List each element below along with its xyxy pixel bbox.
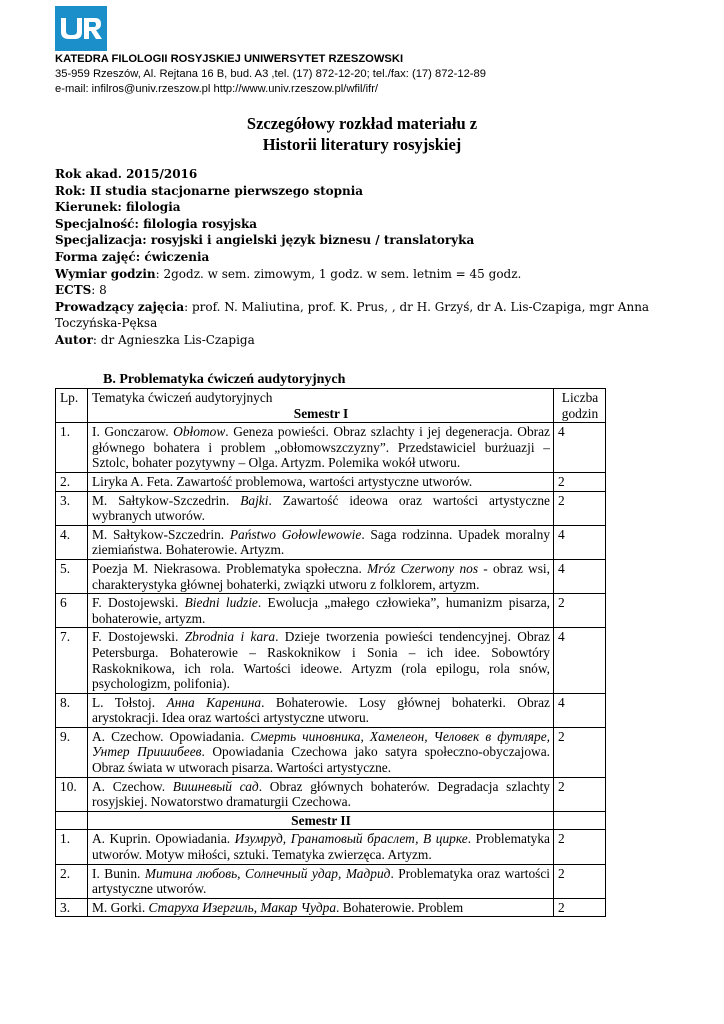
row-number: 2. (56, 472, 88, 491)
topic-text: , (253, 899, 261, 915)
table-row (56, 864, 606, 898)
department-address: 35-959 Rzeszów, Al. Rejtana 16 B, bud. A3 ,tel. (17) 872-12-20; tel./fax: (17) 872-12-89 (55, 68, 486, 80)
row-hours: 2 (554, 491, 606, 525)
row-hours: 2 (554, 727, 606, 777)
topic-work-title: Смерть чиновника, Хамелеон, Человек в футляре, Унтер Пришибеев (92, 728, 551, 760)
department-contact: e-mail: infilros@univ.rzeszow.pl http://www.univ.rzeszow.pl/wfil/ifr/ (55, 83, 379, 95)
row-topic (88, 777, 554, 811)
topic-work-title: Вишневый сад (172, 778, 259, 794)
topic-text: . Problematyka oraz wartości artystyczne utworów. (92, 865, 551, 897)
row-number: 8. (56, 693, 88, 727)
row-topic (88, 491, 554, 525)
topic-text: M. Sałtykow-Szczedrin. (92, 526, 230, 542)
schedule-table (55, 388, 606, 917)
row-number: 7. (56, 628, 88, 693)
topic-text: M. Sałtykow-Szczedrin. (92, 492, 241, 508)
row-number: 1. (56, 830, 88, 864)
topic-text: , (237, 865, 246, 881)
title-line-2: Historii literatury rosyjskiej (262, 135, 462, 154)
topic-text: - obraz wsi, charakterystyka głównej bohaterki, związki utworu z folklorem, artyzm. (92, 560, 550, 592)
row-number: 9. (56, 727, 88, 777)
topic-work-title: Obłomow (173, 424, 226, 440)
topic-work-title: Солнечный удар, Мадрид (245, 865, 391, 881)
meta-author-label: Autor (55, 332, 93, 347)
topic-work-title: Анна Каренина (166, 694, 262, 710)
meta-author-value: : dr Agnieszka Lis-Czapiga (92, 332, 255, 347)
row-hours: 2 (554, 830, 606, 864)
topic-text: . Saga rodzinna. Upadek moralny ziemiaństwa. Bohaterowie. Artyzm. (92, 526, 551, 558)
table-row (56, 525, 606, 559)
topic-text: . Zawartość ideowa oraz wartości artystyczne wybranych utworów. (92, 492, 550, 524)
topic-text: . Problematyka utworów. Motyw miłości, sztuki. Tematyka zwierzęca. Artyzm. (92, 831, 550, 863)
document-title (0, 113, 724, 155)
header-lp: Lp. (56, 389, 88, 423)
row-hours: 2 (554, 594, 606, 628)
meta-hours (55, 266, 655, 283)
semester-2-row (56, 811, 606, 830)
header-hours-line-1: Liczba (561, 390, 599, 405)
topic-work-title: Макар Чудра (260, 899, 337, 915)
meta-instructors (55, 299, 655, 332)
topic-text: . Geneza powieści. Obraz szlachty i jej degeneracja. Obraz głównego bohatera i problem „obłomowszczyzny”. Przedstawiciel burżuazji – Sztolc, bohater pozytywny – Olga. Artyzm. Polemika wokół utworu. (92, 424, 551, 471)
table-row (56, 777, 606, 811)
topic-work-title: Zbrodnia i kara (184, 629, 276, 645)
topic-text: Liryka A. Feta. Zawartość problemowa, wartości artystyczne utworów. (92, 473, 473, 489)
table-header-row (56, 389, 606, 423)
topic-work-title: Митина любовь (144, 865, 238, 881)
meta-field: Kierunek: filologia (55, 200, 181, 215)
meta-year: Rok: II studia stacjonarne pierwszego stopnia (55, 183, 364, 198)
course-metadata (55, 166, 655, 349)
topic-text: I. Bunin. (92, 865, 145, 881)
row-number: 4. (56, 525, 88, 559)
meta-author (55, 332, 655, 349)
row-topic (88, 628, 554, 693)
topic-text: M. Gorki. (92, 899, 149, 915)
row-hours: 2 (554, 472, 606, 491)
topic-text: L. Tołstoj. (92, 694, 167, 710)
meta-hours-value: : 2godz. w sem. zimowym, 1 godz. w sem. letnim = 45 godz. (155, 266, 522, 281)
topic-work-title: Старуха Изергиль (148, 899, 254, 915)
schedule-table-body (56, 389, 606, 917)
topic-work-title: Państwo Gołowlewowie (229, 526, 362, 542)
topic-text: I. Gonczarow. (92, 424, 174, 440)
row-hours: 4 (554, 559, 606, 593)
semester-2-label: Semestr II (88, 811, 554, 830)
row-number: 5. (56, 559, 88, 593)
row-topic (88, 864, 554, 898)
meta-instructors-label: Prowadzący zajęcia (55, 299, 185, 314)
table-row (56, 559, 606, 593)
meta-ects-label: ECTS (55, 283, 92, 298)
topic-text: A. Czechow. Opowiadania. (92, 728, 251, 744)
row-hours: 4 (554, 628, 606, 693)
topic-text: . Bohaterowie. Problem (336, 899, 464, 915)
meta-ects (55, 282, 655, 299)
topic-work-title: Biedni ludzie (184, 595, 258, 611)
meta-specialty: Specjalność: filologia rosyjska (55, 216, 258, 231)
row-number: 6 (56, 594, 88, 628)
semester-1-label: Semestr I (293, 405, 349, 421)
row-topic (88, 423, 554, 473)
row-hours: 2 (554, 777, 606, 811)
table-row (56, 491, 606, 525)
table-row (56, 594, 606, 628)
header-hours-line-2: godzin (561, 405, 599, 421)
row-hours: 2 (554, 898, 606, 917)
title-line-1: Szczegółowy rozkład materiału z (246, 114, 478, 133)
department-name: KATEDRA FILOLOGII ROSYJSKIEJ UNIWERSYTET RZESZOWSKI (55, 53, 404, 65)
topic-text: . Ewolucja „małego człowieka”, humanizm pisarza, bohaterowie, artyzm. (92, 595, 550, 626)
topic-text: A. Kuprin. Opowiadania. (92, 831, 235, 847)
table-row (56, 472, 606, 491)
topic-text: . Opowiadania Czechowa jako satyra społeczno-obyczajowa. Obraz świata w utworach pisarza. Wartości artystyczne. (92, 744, 550, 776)
meta-academic-year: Rok akad. 2015/2016 (55, 167, 198, 181)
row-hours: 2 (554, 864, 606, 898)
meta-specialization: Specjalizacja: rosyjski i angielski język biznesu / translatoryka (55, 233, 475, 248)
row-hours: 4 (554, 423, 606, 473)
table-row (56, 423, 606, 473)
section-title: B. Problematyka ćwiczeń audytoryjnych (103, 372, 346, 387)
header-topic (88, 389, 554, 423)
header-hours (554, 389, 606, 423)
department-header (55, 52, 486, 97)
row-topic (88, 472, 554, 491)
topic-text: . Dzieje tworzenia powieści tendencyjnej. Obraz Petersburga. Bohaterowie – Raskoknikow i Sonia – ich idee. Sobowtóry Raskoknikowa, ich rola. Wartości ideowe. Artyzm (rola epilogu, rola snów, psychologizm, polifonia). (92, 629, 551, 692)
topic-text: . Bohaterowie. Losy głównej bohaterki. Obraz arystokracji. Idea oraz wartości artystyczne utworu. (92, 694, 550, 726)
row-topic (88, 594, 554, 628)
topic-work-title: Bajki (240, 492, 269, 508)
meta-form: Forma zajęć: ćwiczenia (55, 249, 210, 264)
topic-work-title: Изумруд, Гранатовый браслет, В цирке (234, 831, 468, 847)
meta-instructors-value: : prof. N. Maliutina, prof. K. Prus, , dr H. Grzyś, dr A. Lis-Czapiga, mgr Anna Toczyńska-Pęksa (55, 299, 650, 331)
university-logo (55, 6, 107, 51)
row-topic (88, 525, 554, 559)
ur-logo-icon (58, 14, 104, 44)
table-row (56, 830, 606, 864)
topic-text: F. Dostojewski. (92, 629, 185, 645)
row-topic (88, 559, 554, 593)
meta-ects-value: : 8 (91, 283, 107, 298)
row-number: 3. (56, 491, 88, 525)
table-row (56, 727, 606, 777)
topic-text: F. Dostojewski. (92, 595, 185, 611)
row-topic (88, 830, 554, 864)
topic-work-title: Mróz Czerwony nos (367, 560, 479, 576)
row-topic (88, 898, 554, 917)
row-number: 3. (56, 898, 88, 917)
table-row (56, 898, 606, 917)
row-hours: 4 (554, 525, 606, 559)
meta-hours-label: Wymiar godzin (55, 266, 156, 281)
table-row (56, 628, 606, 693)
topic-text: . Obraz głównych bohaterów. Degradacja szlachty rosyjskiej. Nowatorstwo dramaturgii Czechowa. (92, 778, 551, 810)
semester-2-hours-spacer (554, 811, 606, 830)
topic-text: A. Czechow. (92, 778, 173, 794)
table-row (56, 693, 606, 727)
row-topic (88, 693, 554, 727)
row-number: 2. (56, 864, 88, 898)
row-topic (88, 727, 554, 777)
header-topic-label: Tematyka ćwiczeń audytoryjnych (92, 390, 273, 405)
semester-2-spacer (56, 811, 88, 830)
row-number: 1. (56, 423, 88, 473)
row-hours: 4 (554, 693, 606, 727)
row-number: 10. (56, 777, 88, 811)
topic-text: Poezja M. Niekrasowa. Problematyka społeczna. (92, 560, 368, 576)
